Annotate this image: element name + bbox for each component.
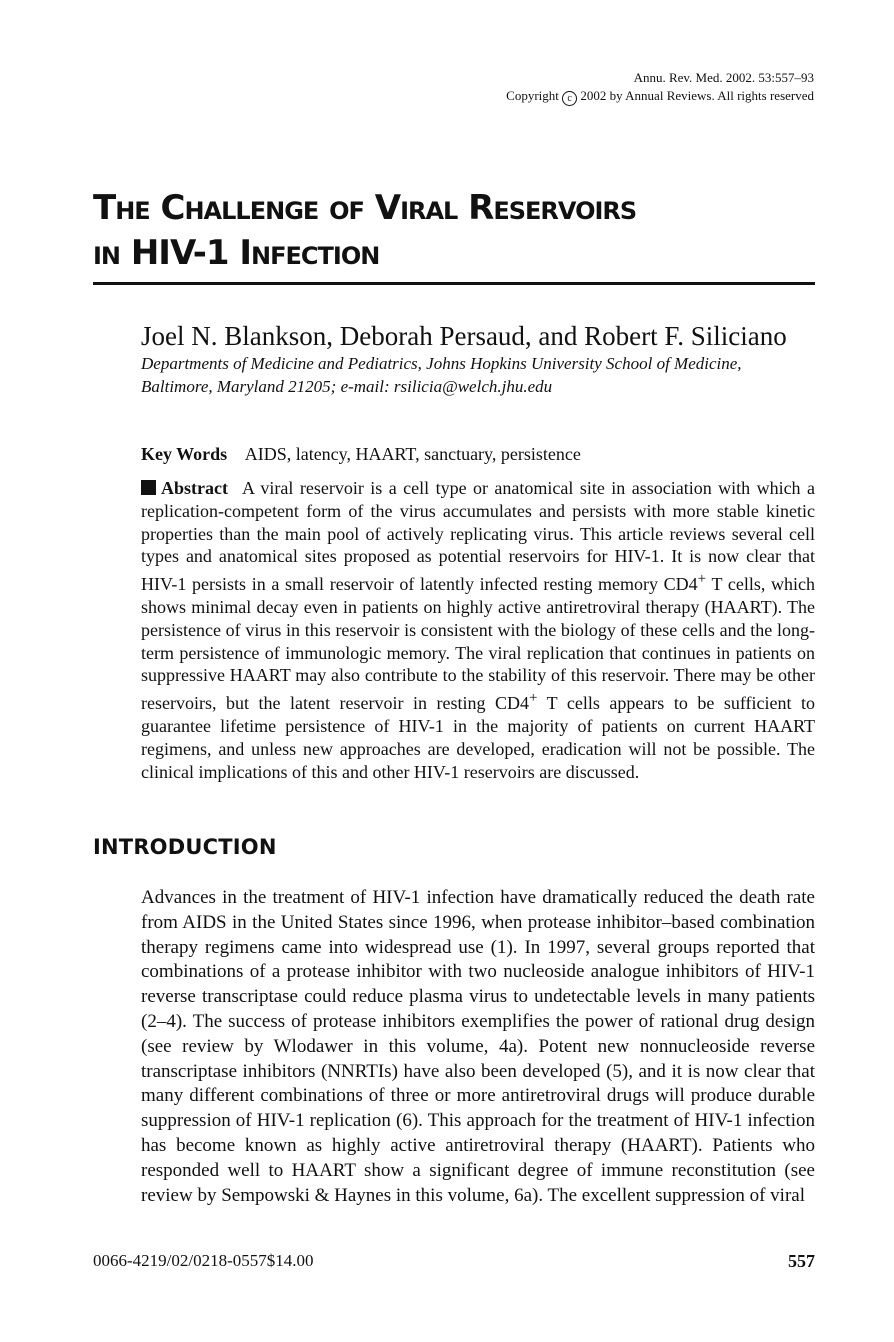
title-line-1: The Challenge of Viral Reservoirs bbox=[93, 188, 637, 228]
keywords-text: AIDS, latency, HAART, sanctuary, persistence bbox=[244, 444, 581, 464]
abstract-text-2: T cells, which shows minimal decay even in patients on highly active antiretroviral therapy (HAART). The persistence of virus in this reservoir is consistent with the biology of these cells and the long-term persistence of immunologic memory. The viral replication that continues in patients on suppressive HAART may also contribute to the stability of this reservoir. There may be other reservoirs, but the latent reservoir in resting CD4 bbox=[141, 574, 815, 714]
abstract-text-1: A viral reservoir is a cell type or anatomical site in association with which a replication-competent form of the virus accumulates and persists with more stable kinetic properties than the main pool of actively replicating virus. This article reviews several cell types and anatomical sites proposed as potential reservoirs for HIV-1. It is now clear that HIV-1 persists in a small reservoir of latently infected resting memory CD4 bbox=[141, 478, 815, 595]
abstract-label: Abstract bbox=[161, 478, 228, 498]
superscript-plus: + bbox=[529, 690, 538, 707]
footer-code: 0066-4219/02/0218-0557$14.00 bbox=[93, 1251, 314, 1270]
introduction-paragraph: Advances in the treatment of HIV-1 infection have dramatically reduced the death rate from AIDS in the United States since 1996, when protease inhibitor–based combination therapy regimens came into widespread use (1). In 1997, several groups reported that combinations of a protease inhibitor with two nucleoside analogue inhibitors of HIV-1 reverse transcriptase could reduce plasma virus to undetectable levels in many patients (2–4). The success of protease inhibitors exemplifies the power of rational drug design (see review by Wlodawer in this volume, 4a). Potent new nonnucleoside reverse transcriptase inhibitors (NNRTIs) have also been developed (5), and it is now clear that many different combinations of three or more antiretroviral drugs will produce durable suppression of HIV-1 replication (6). This approach for the treatment of HIV-1 infection has become known as highly active antiretroviral therapy (HAART). Patients who responded well to HAART show a significant degree of immune reconstitution (see review by Sempowski & Haynes in this volume, 6a). The excellent suppression of viral bbox=[141, 887, 815, 1206]
keywords bbox=[141, 442, 581, 466]
affiliation-line-2: Baltimore, Maryland 21205; e-mail: rsilicia@welch.jhu.edu bbox=[141, 377, 553, 396]
article-title bbox=[93, 186, 815, 276]
superscript-plus: + bbox=[697, 571, 707, 588]
affiliation-line-1: Departments of Medicine and Pediatrics, Johns Hopkins University School of Medicine, bbox=[141, 354, 742, 373]
title-line-2: in HIV-1 Infection bbox=[93, 233, 380, 273]
journal-citation: Annu. Rev. Med. 2002. 53:557–93 bbox=[633, 70, 814, 85]
page-number: 557 bbox=[788, 1251, 815, 1271]
copyright-symbol-icon: c bbox=[562, 91, 577, 106]
copyright-prefix: Copyright bbox=[506, 88, 559, 103]
abstract-square-icon bbox=[141, 480, 156, 495]
author-affiliation bbox=[141, 352, 821, 398]
abstract-text-3: T cells appears to be sufficient to guarantee lifetime persistence of HIV-1 in the majority of patients on current HAART regimens, and unless new approaches are developed, eradication will not be possible. The clinical implications of this and other HIV-1 reservoirs are discussed. bbox=[141, 693, 815, 782]
author-list: Joel N. Blankson, Deborah Persaud, and Robert F. Siliciano bbox=[141, 321, 787, 351]
abstract bbox=[141, 477, 815, 783]
title-divider bbox=[93, 282, 815, 285]
copyright-text: 2002 by Annual Reviews. All rights reserved bbox=[580, 88, 814, 103]
running-header bbox=[506, 69, 814, 106]
section-heading: INTRODUCTION bbox=[93, 835, 277, 859]
keywords-label: Key Words bbox=[141, 444, 228, 464]
copyright-line bbox=[506, 87, 814, 106]
